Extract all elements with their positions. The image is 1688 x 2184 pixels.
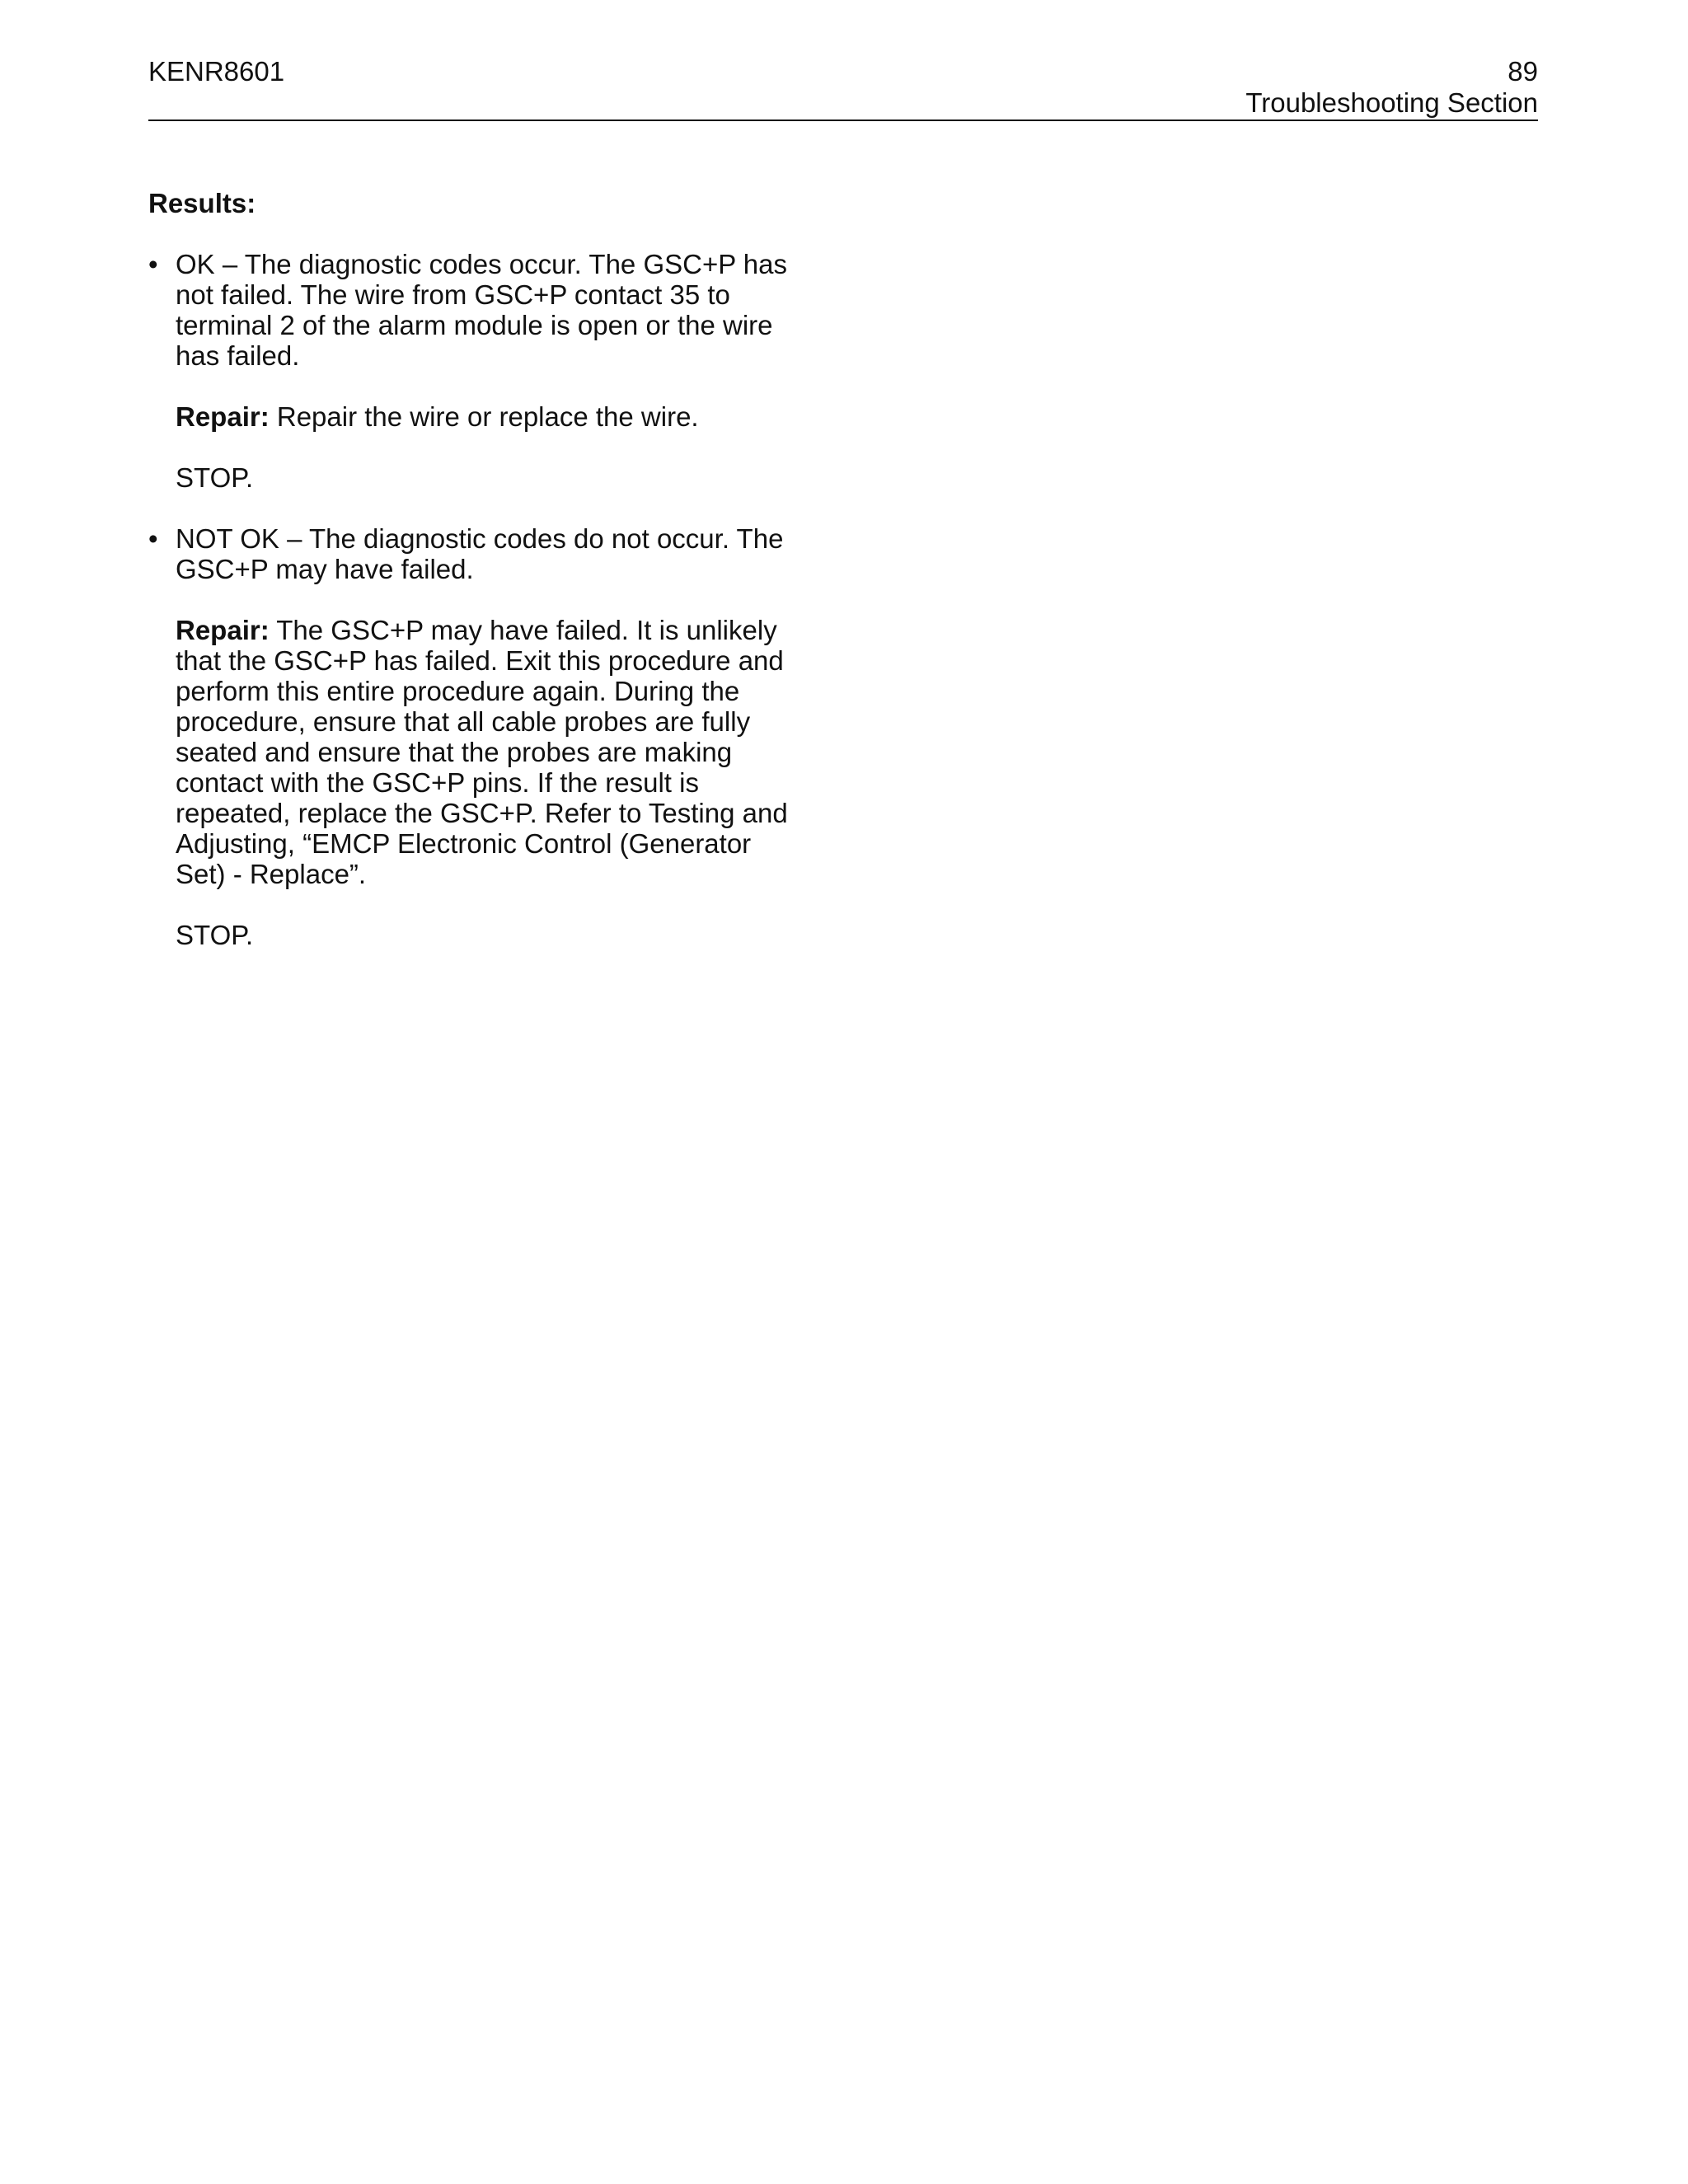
page-number: 89 xyxy=(1507,56,1538,87)
bullet-icon: • xyxy=(148,249,158,279)
repair-label: Repair: xyxy=(176,401,270,432)
result-item-ok xyxy=(148,249,808,493)
page-header-right xyxy=(1245,56,1538,119)
header-divider xyxy=(148,120,1538,121)
bullet-icon: • xyxy=(148,523,158,554)
result-status-text: NOT OK – The diagnostic codes do not occur. The GSC+P may have failed. xyxy=(176,523,784,584)
repair-paragraph xyxy=(176,401,808,432)
repair-label: Repair: xyxy=(176,615,270,645)
result-status-text: OK – The diagnostic codes occur. The GSC+P has not failed. The wire from GSC+P contact 35 to terminal 2 of the alarm module is open or the wire has failed. xyxy=(176,249,788,371)
stop-text: STOP. xyxy=(176,920,254,950)
document-id: KENR8601 xyxy=(148,56,285,87)
stop-text: STOP. xyxy=(176,462,254,493)
repair-text: The GSC+P may have failed. It is unlikely that the GSC+P has failed. Exit this procedure and perform this entire procedure again. During the procedure, ensure that all cable probes are fully seated and ensure that the probes are making contact with the GSC+P pins. If the result is repeated, replace the GSC+P. Refer to Testing and Adjusting, “EMCP Electronic Control (Generator Set) - Replace”. xyxy=(176,615,788,889)
result-item-not-ok xyxy=(148,523,808,950)
results-heading: Results: xyxy=(148,188,256,218)
section-title: Troubleshooting Section xyxy=(1245,87,1538,118)
results-column xyxy=(148,188,808,981)
repair-text: Repair the wire or replace the wire. xyxy=(269,401,699,432)
repair-paragraph xyxy=(176,615,808,889)
